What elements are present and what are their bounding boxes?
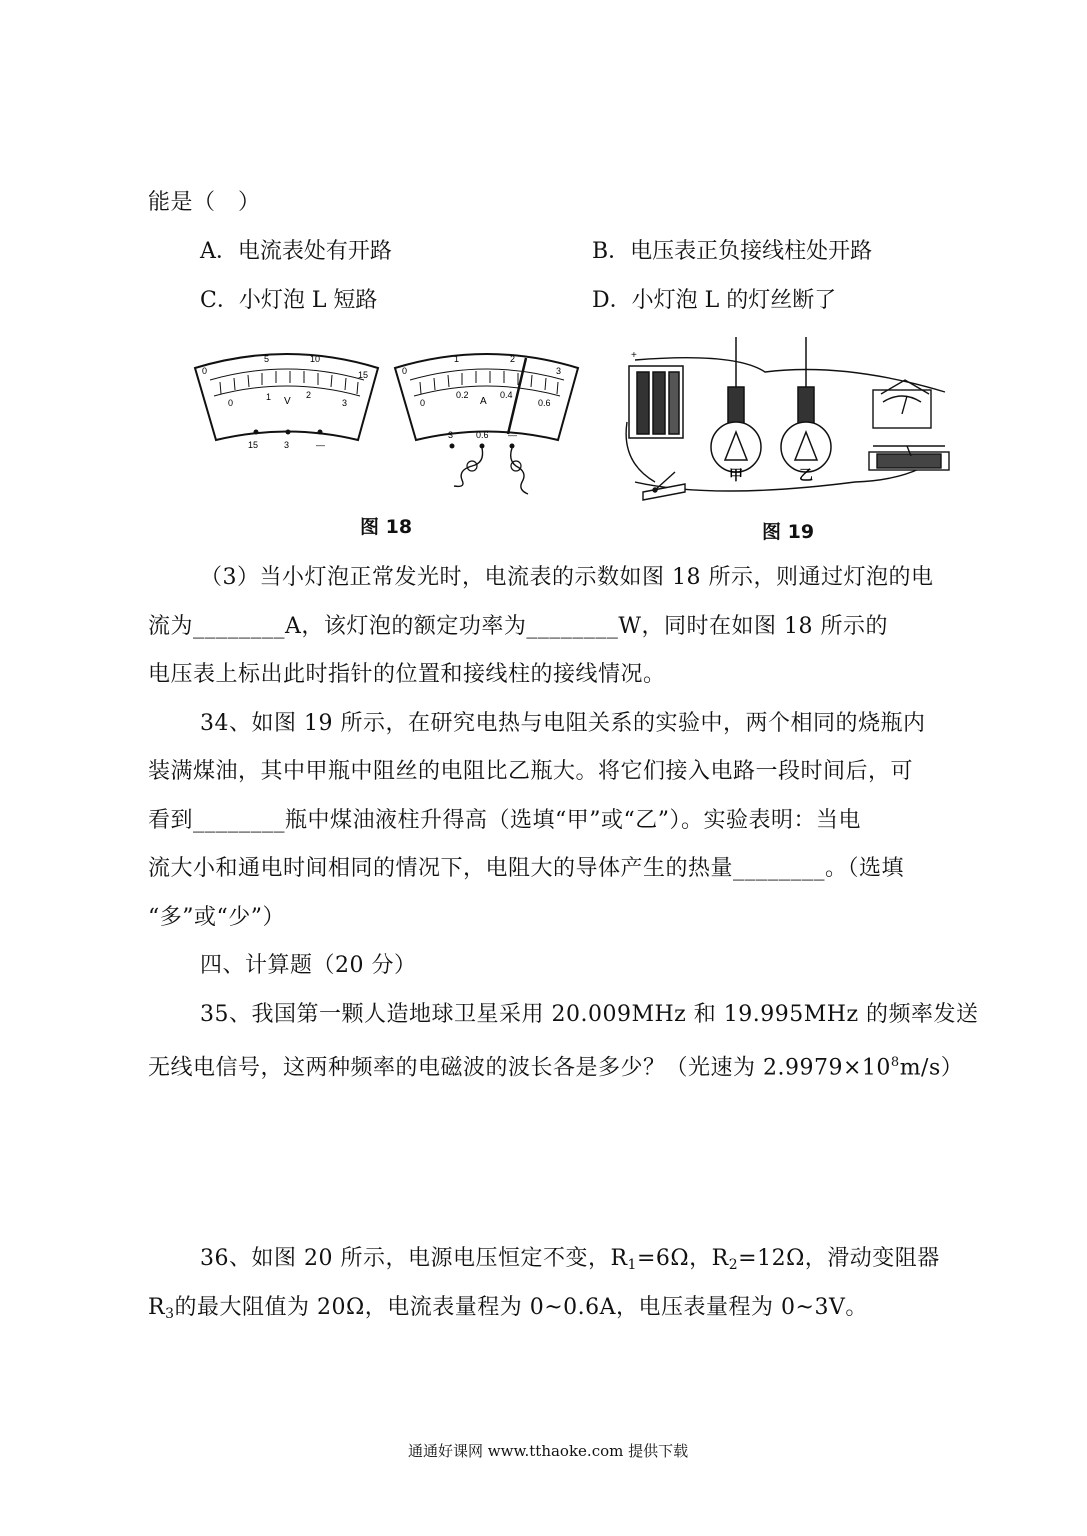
option-c: C．小灯泡 L 短路: [200, 288, 378, 313]
ammeter-top-tick: 0: [402, 366, 408, 376]
voltmeter-terminal-neg: [318, 430, 323, 435]
question-34-line-2: 装满煤油，其中甲瓶中阻丝的电阻比乙瓶大。将它们接入电路一段时间后，可: [148, 759, 914, 784]
rheostat: [869, 446, 949, 470]
option-a: A．电流表处有开路: [200, 239, 392, 264]
ammeter-wire-left: [454, 448, 483, 486]
ammeter-terminal-label: 0.6: [476, 430, 489, 440]
voltmeter-unit: V: [284, 396, 291, 407]
voltmeter-top-tick: 10: [310, 354, 321, 364]
q35-text: 无线电信号，这两种频率的电磁波的波长各是多少？（光速为 2.9979×10: [148, 1055, 891, 1081]
ammeter-bottom-tick: 0: [420, 398, 426, 408]
q36-text: =6Ω，R: [636, 1246, 729, 1271]
figure-18-meters: [190, 348, 590, 498]
question-34-line-3: 看到________瓶中煤油液柱升得高（选填“甲”或“乙”）。实验表明：当电: [148, 808, 861, 833]
voltmeter-terminal-label: 15: [248, 440, 259, 450]
ammeter-unit: A: [480, 396, 487, 407]
ammeter-bottom-tick: 0.6: [538, 398, 551, 408]
q35-exponent: 8: [890, 1055, 900, 1070]
voltmeter-terminal-label: —: [316, 440, 325, 450]
flask-yi: [781, 337, 831, 472]
svg-text:+: +: [631, 350, 637, 361]
q36-text: 的最大阻值为 20Ω，电流表量程为 0~0.6A，电压表量程为 0~3V。: [174, 1295, 868, 1320]
ammeter-terminal-label: —: [508, 430, 517, 440]
figure-19-circuit: [615, 332, 970, 507]
question-34-line-4: 流大小和通电时间相同的情况下，电阻大的导体产生的热量________。（选填: [148, 856, 905, 881]
q36-text: R: [148, 1295, 166, 1320]
voltmeter-bottom-tick: 1: [266, 392, 272, 402]
figure-18-caption: 图 18: [360, 516, 413, 538]
voltmeter-bottom-tick: 3: [342, 398, 348, 408]
option-b: B．电压表正负接线柱处开路: [592, 239, 873, 264]
question-3-line-2: 流为________A，该灯泡的额定功率为________W，同时在如图 18 所示的: [148, 614, 888, 639]
question-35-line-1: 35、我国第一颗人造地球卫星采用 20.009MHz 和 19.995MHz 的频率发送: [200, 1002, 979, 1027]
q35-unit: m/s）: [899, 1055, 964, 1081]
question-35-line-2: [148, 1048, 963, 1083]
ammeter-top-tick: 1: [454, 354, 460, 364]
question-36-line-2: [148, 1293, 868, 1329]
meter-box: [873, 380, 931, 428]
q36-sub: 2: [728, 1257, 739, 1273]
ammeter-terminal-3: [450, 444, 455, 449]
voltmeter-terminal-3: [286, 430, 291, 435]
voltmeter-top-tick: 5: [264, 354, 270, 364]
q36-sub: 3: [165, 1306, 175, 1322]
ammeter-bottom-tick: 0.4: [500, 390, 513, 400]
q36-text: =12Ω，滑动变阻器: [738, 1246, 940, 1271]
ammeter-terminal-label: 3: [448, 430, 454, 440]
q36-text: 36、如图 20 所示，电源电压恒定不变，R: [200, 1246, 628, 1271]
voltmeter-bottom-tick: 0: [228, 398, 234, 408]
switch: [643, 472, 685, 500]
stem-continuation: 能是（ ）: [148, 190, 261, 215]
voltmeter-terminal-15: [254, 430, 259, 435]
ammeter-terminal-0.6: [480, 444, 485, 449]
flask-label-jia: 甲: [729, 467, 743, 483]
ammeter-bottom-tick: 0.2: [456, 390, 469, 400]
question-3-line-3: 电压表上标出此时指针的位置和接线柱的接线情况。: [148, 662, 666, 687]
question-36-line-1: [200, 1244, 940, 1280]
option-d: D．小灯泡 L 的灯丝断了: [592, 288, 837, 313]
battery: [629, 350, 683, 438]
figure-19-caption: 图 19: [762, 521, 815, 543]
ammeter-wire-right: [511, 448, 528, 494]
question-34-line-5: “多”或“少”）: [148, 905, 285, 930]
section-4-heading: 四、计算题（20 分）: [200, 953, 417, 978]
voltmeter-top-tick: 0: [202, 366, 208, 376]
ammeter-top-tick: 2: [510, 354, 516, 364]
q36-sub: 1: [627, 1257, 637, 1273]
voltmeter-top-tick: 15: [358, 370, 369, 380]
ammeter-terminal-neg: [510, 444, 515, 449]
voltmeter-terminal-label: 3: [284, 440, 290, 450]
flask-label-yi: 乙: [799, 467, 813, 483]
ammeter-top-tick: 3: [556, 366, 562, 376]
footer-source: 通通好课网 www.tthaoke.com 提供下载: [408, 1442, 689, 1460]
question-3-line-1: （3）当小灯泡正常发光时，电流表的示数如图 18 所示，则通过灯泡的电: [200, 565, 934, 590]
question-34-line-1: 34、如图 19 所示，在研究电热与电阻关系的实验中，两个相同的烧瓶内: [200, 711, 926, 736]
flask-jia: [711, 337, 761, 472]
voltmeter-bottom-tick: 2: [306, 390, 312, 400]
